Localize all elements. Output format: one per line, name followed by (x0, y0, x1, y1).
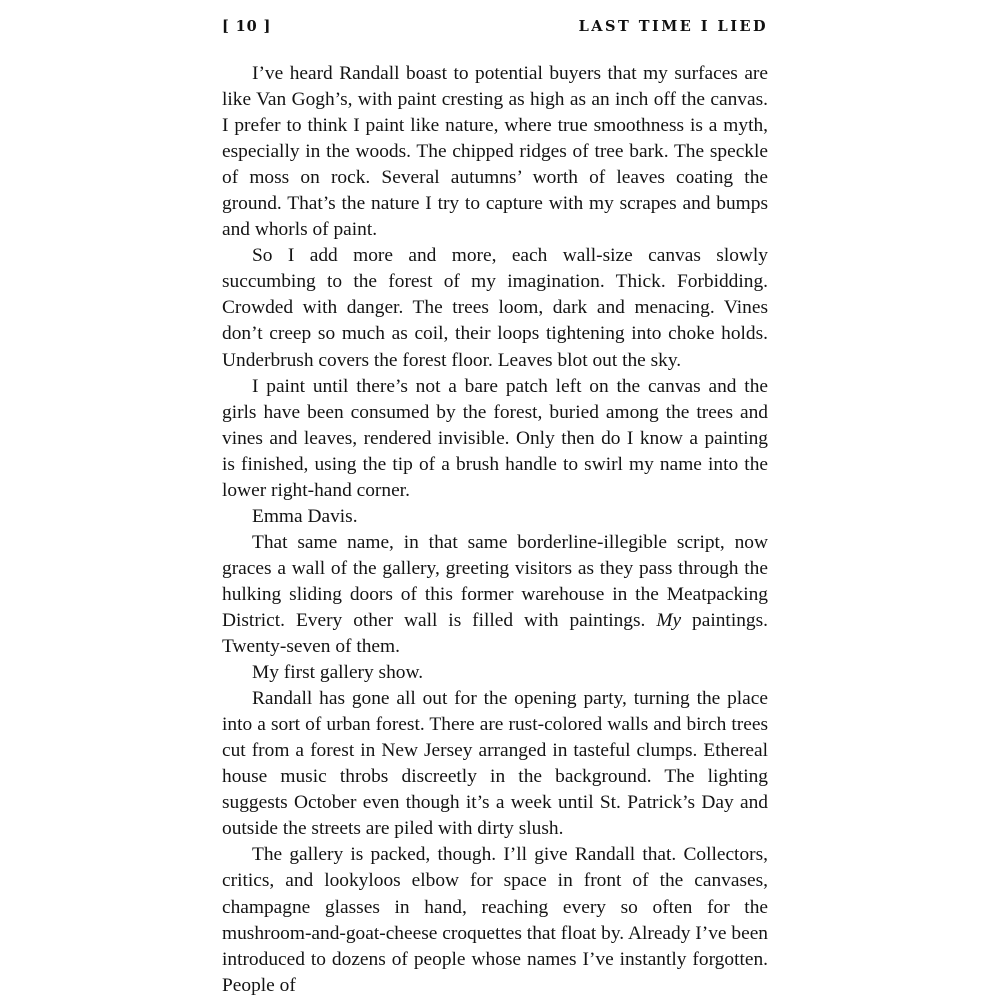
paragraph-signature: Emma Davis. (252, 505, 358, 527)
body-text (222, 61, 768, 999)
paragraph-text-before-italic: That same name, in that same borderline-illegible script, now graces a wall of the gallery, greeting visitors as they pass through the hulking sliding doors of this former warehouse in the Meatpacking District. Every other wall is filled with paintings. (222, 531, 768, 631)
page-text-block (222, 0, 768, 1000)
paragraph: I paint until there’s not a bare patch left on the canvas and the girls have been consumed by the forest, buried among the trees and vines and leaves, rendered invisible. Only then do I know a painting is finished, using the tip of a brush handle to swirl my name into the lower right-hand corner. (222, 375, 768, 501)
paragraph-text-after-italic: paintings. Twenty-seven of them. (222, 609, 768, 658)
paragraph-with-italic (222, 530, 768, 660)
paragraph: So I add more and more, each wall-size canvas slowly succumbing to the forest of my imagination. Thick. Forbidding. Crowded with danger. The trees loom, dark and menacing. Vines don’t creep so much as coil, their loops tightening into choke holds. Underbrush covers the forest floor. Leaves blot out the sky. (222, 245, 768, 371)
paragraph: Randall has gone all out for the opening party, turning the place into a sort of urban forest. There are rust-colored walls and birch trees cut from a forest in New Jersey arranged in tasteful clumps. Ethereal house music throbs discreetly in the background. The lighting suggests October even though it’s a week until St. Patrick’s Day and outside the streets are piled with dirty slush. (222, 688, 768, 840)
running-head (222, 0, 768, 46)
paragraph-clipped: The gallery is packed, though. I’ll give Randall that. Collectors, critics, and lookyloos elbow for space in front of the canvases, champagne glasses in hand, reaching every so often for the mushroom-and-goat-cheese croquettes that float by. Already I’ve been introduced to dozens of people whose names I’ve instantly forgotten. People of (222, 844, 768, 996)
paragraph: I’ve heard Randall boast to potential buyers that my surfaces are like Van Gogh’s, with paint cresting as high as an inch off the canvas. I prefer to think I paint like nature, where true smoothness is a myth, especially in the woods. The chipped ridges of tree bark. The speckle of moss on rock. Several autumns’ worth of leaves coating the ground. That’s the nature I try to capture with my scrapes and bumps and whorls of paint. (222, 63, 768, 241)
italic-emphasis: My (656, 609, 682, 631)
book-title-running-head: LAST TIME I LIED (578, 18, 768, 35)
page-number: [ 10 ] (222, 18, 272, 35)
paragraph-short: My first gallery show. (252, 662, 424, 684)
